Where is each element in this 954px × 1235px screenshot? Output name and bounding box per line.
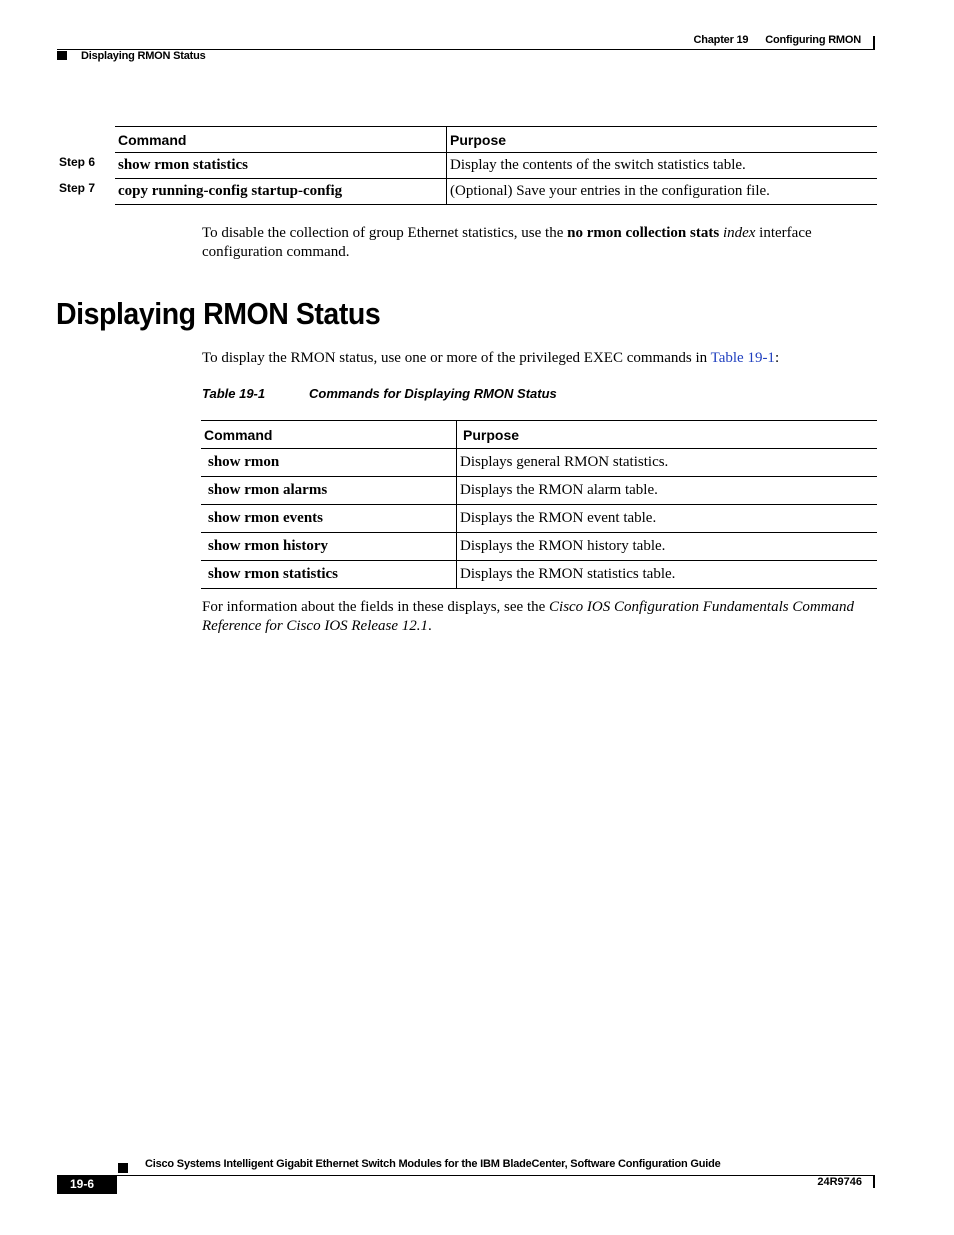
- document-id: 24R9746: [817, 1176, 862, 1188]
- chapter-title: Configuring RMON: [765, 34, 861, 46]
- column-header-purpose: Purpose: [450, 131, 507, 148]
- command-name: no rmon collection stats: [567, 225, 720, 241]
- paragraph-text: To display the RMON status, use one or more of the privileged EXEC commands in: [202, 350, 711, 366]
- paragraph-text: interface configuration command.: [202, 225, 812, 260]
- command-cell: show rmon statistics: [201, 561, 457, 589]
- footer-title: Cisco Systems Intelligent Gigabit Ethernet Switch Modules for the IBM BladeCenter, Software Configuration Guide: [145, 1158, 721, 1170]
- table-row: [115, 153, 877, 179]
- command-cell: show rmon alarms: [201, 477, 457, 505]
- column-header-purpose: Purpose: [463, 426, 520, 443]
- purpose-cell: (Optional) Save your entries in the configuration file.: [450, 183, 770, 199]
- purpose-cell: Display the contents of the switch statistics table.: [450, 157, 746, 173]
- header-block-marker: [57, 51, 67, 60]
- footer-rule-marker: [873, 1176, 875, 1188]
- section-heading: Displaying RMON Status: [56, 296, 381, 331]
- reference-title: Cisco IOS Configuration Fundamentals Command Reference for Cisco IOS Release 12.1: [202, 599, 855, 634]
- column-header-command: Command: [115, 127, 447, 153]
- table-header-row: [115, 127, 877, 153]
- page-number: 19-6: [57, 1175, 117, 1194]
- running-header-section: Displaying RMON Status: [81, 50, 206, 62]
- steps-table: [115, 126, 877, 205]
- command-cell: show rmon history: [201, 533, 457, 561]
- column-header-command: Command: [201, 421, 457, 449]
- info-paragraph: [202, 598, 862, 636]
- paragraph-text: For information about the fields in these displays, see the: [202, 599, 550, 615]
- command-cell: show rmon: [201, 449, 457, 477]
- table-caption: [202, 386, 557, 401]
- table-title: Commands for Displaying RMON Status: [309, 386, 557, 401]
- running-header-chapter: [680, 34, 862, 46]
- command-argument: index: [722, 225, 756, 241]
- purpose-cell: Displays the RMON event table.: [460, 510, 657, 526]
- paragraph-text: :: [774, 350, 780, 366]
- intro-paragraph: [202, 349, 877, 368]
- command-cell: show rmon statistics: [115, 153, 447, 179]
- paragraph-text: .: [428, 618, 432, 634]
- table-row: [201, 561, 877, 589]
- command-cell: copy running-config startup-config: [115, 179, 447, 205]
- chapter-number: Chapter 19: [693, 34, 749, 46]
- step-label: Step 7: [59, 181, 96, 195]
- table-row: [115, 179, 877, 205]
- purpose-cell: Displays the RMON history table.: [460, 538, 666, 554]
- table-number: Table 19-1: [202, 386, 266, 401]
- header-rule-marker: [873, 36, 875, 50]
- command-cell: show rmon events: [201, 505, 457, 533]
- table-row: [201, 477, 877, 505]
- table-row: [201, 533, 877, 561]
- table-header-row: [201, 421, 877, 449]
- commands-table: [201, 420, 877, 589]
- step-label: Step 6: [59, 155, 96, 169]
- footer-block-marker: [118, 1163, 128, 1173]
- table-row: [201, 449, 877, 477]
- purpose-cell: Displays the RMON statistics table.: [460, 566, 676, 582]
- table-row: [201, 505, 877, 533]
- purpose-cell: Displays general RMON statistics.: [460, 454, 669, 470]
- disable-paragraph: [202, 224, 877, 262]
- paragraph-text: To disable the collection of group Ethernet statistics, use the: [202, 225, 568, 241]
- table-reference-link[interactable]: Table 19-1: [710, 350, 775, 366]
- purpose-cell: Displays the RMON alarm table.: [460, 482, 658, 498]
- footer-rule: [57, 1175, 875, 1176]
